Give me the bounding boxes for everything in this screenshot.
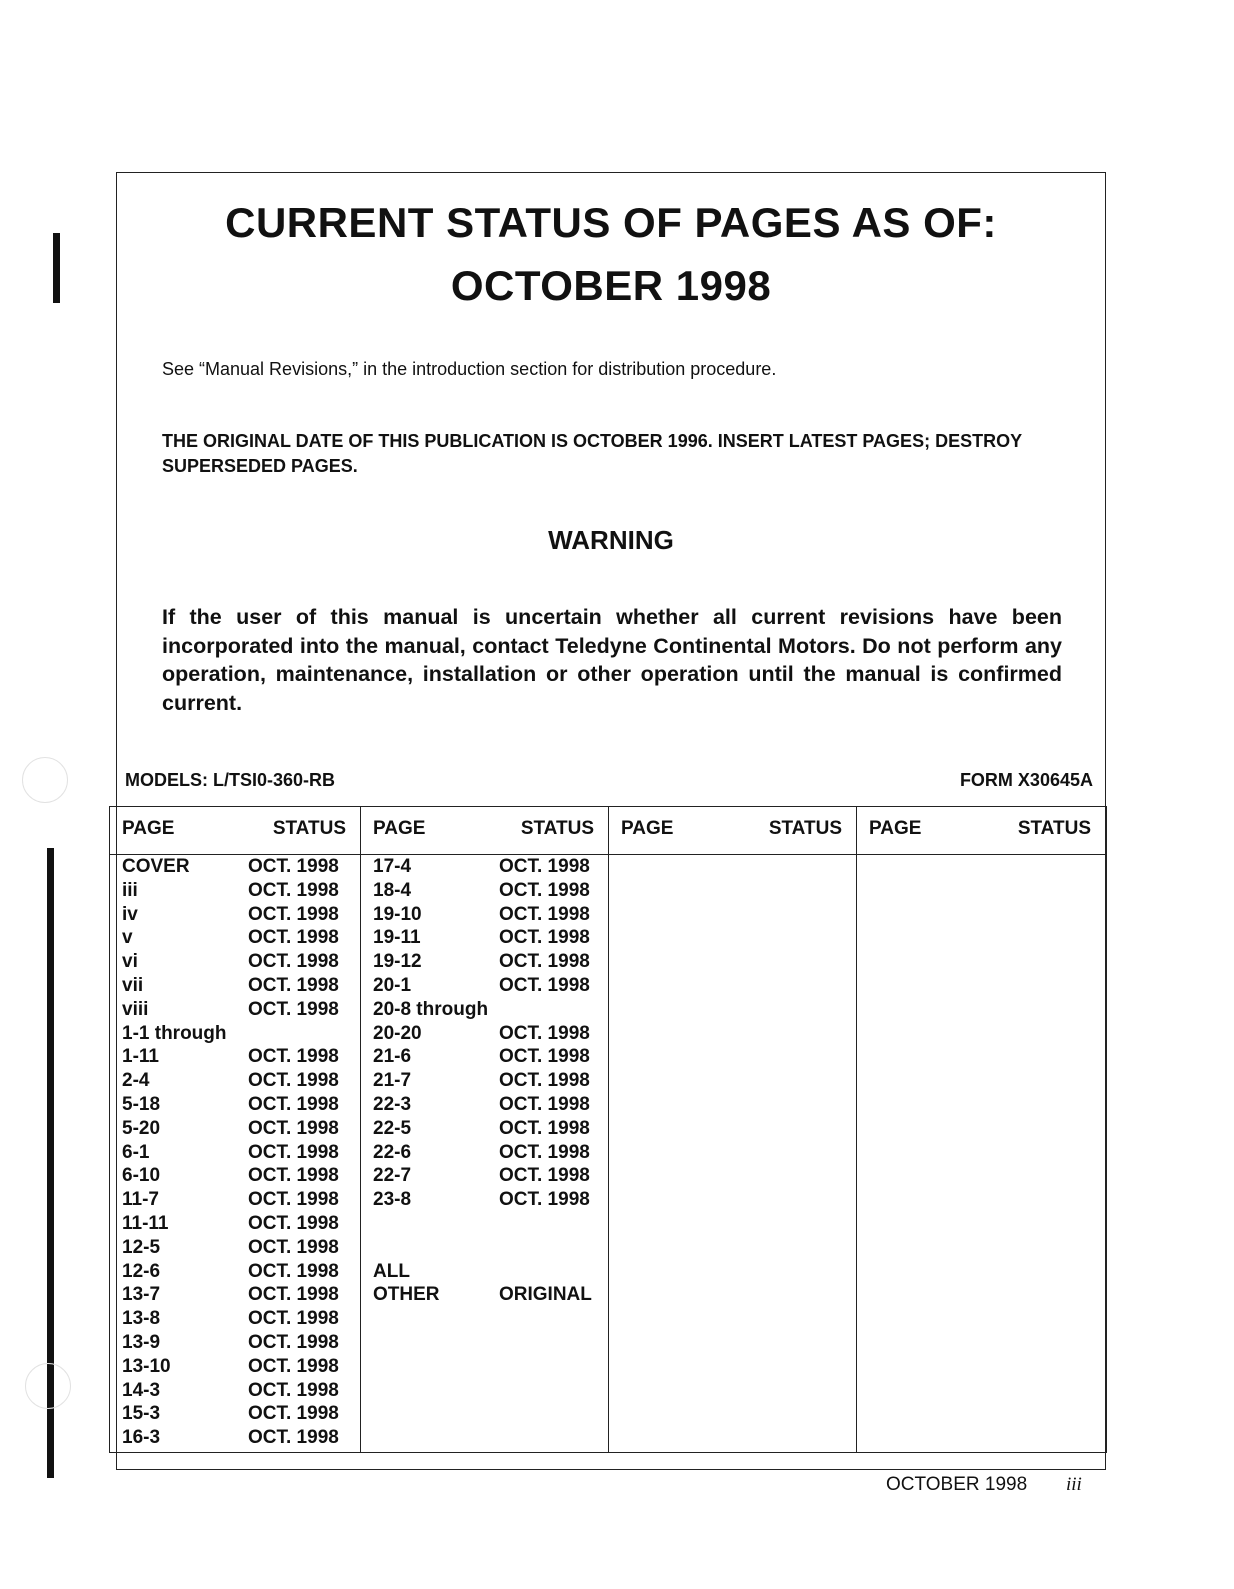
table-row bbox=[110, 903, 360, 927]
row-status: OCT. 1998 bbox=[248, 1260, 339, 1282]
row-page: 5-18 bbox=[122, 1093, 161, 1115]
table-row bbox=[110, 1236, 360, 1260]
table-header bbox=[110, 807, 360, 855]
row-status: OCT. 1998 bbox=[499, 1165, 590, 1187]
table-row bbox=[361, 1069, 608, 1093]
row-page: 13-9 bbox=[122, 1331, 161, 1353]
table-row bbox=[110, 1164, 360, 1188]
warning-text: If the user of this manual is uncertain whether all current revisions have been incorporated into the manual, contact Teledyne Continental Motors. Do not perform any operation, maintenance, installation or other operation until the manual is confirmed current. bbox=[162, 605, 1062, 715]
row-status: OCT. 1998 bbox=[499, 1046, 590, 1068]
table-row bbox=[110, 1045, 360, 1069]
row-status: OCT. 1998 bbox=[248, 1165, 339, 1187]
table-row bbox=[110, 879, 360, 903]
header-page: PAGE bbox=[869, 818, 922, 839]
table-row bbox=[361, 1093, 608, 1117]
table-row bbox=[110, 998, 360, 1022]
row-page: 6-1 bbox=[122, 1141, 150, 1163]
row-status: OCT. 1998 bbox=[499, 974, 590, 996]
row-status: OCT. 1998 bbox=[248, 927, 339, 949]
row-status: OCT. 1998 bbox=[499, 1093, 590, 1115]
row-status: OCT. 1998 bbox=[248, 1236, 339, 1258]
row-status: OCT. 1998 bbox=[499, 903, 590, 925]
row-status: OCT. 1998 bbox=[499, 1117, 590, 1139]
table-row bbox=[110, 1212, 360, 1236]
page-title: CURRENT STATUS OF PAGES AS OF: bbox=[225, 199, 997, 246]
table-row bbox=[110, 1093, 360, 1117]
table-row bbox=[361, 1164, 608, 1188]
row-page: 19-10 bbox=[373, 903, 422, 925]
row-status: OCT. 1998 bbox=[248, 1331, 339, 1353]
table-row bbox=[110, 1331, 360, 1355]
row-page: vii bbox=[122, 974, 144, 996]
models-label: MODELS: L/TSI0-360-RB bbox=[125, 770, 336, 790]
row-status: OCT. 1998 bbox=[499, 856, 590, 877]
row-status: OCT. 1998 bbox=[248, 951, 339, 973]
table-header bbox=[609, 807, 856, 855]
page-status-table bbox=[109, 806, 1107, 1453]
table-row bbox=[361, 879, 608, 903]
row-status: OCT. 1998 bbox=[499, 1022, 590, 1044]
row-status: OCT. 1998 bbox=[248, 1284, 339, 1306]
table-row bbox=[361, 926, 608, 950]
row-page: 22-3 bbox=[373, 1093, 412, 1115]
row-page: 22-6 bbox=[373, 1141, 412, 1163]
row-page: 17-4 bbox=[373, 856, 412, 877]
table-row bbox=[110, 1141, 360, 1165]
row-page: 11-7 bbox=[122, 1189, 159, 1211]
row-page: 20-20 bbox=[373, 1022, 422, 1044]
table-row bbox=[361, 998, 608, 1022]
table-row bbox=[110, 1355, 360, 1379]
row-status: OCT. 1998 bbox=[248, 1403, 339, 1425]
table-column-3 bbox=[609, 807, 857, 1452]
table-row bbox=[110, 1260, 360, 1284]
row-page: 2-4 bbox=[122, 1070, 150, 1092]
row-status: OCT. 1998 bbox=[499, 1189, 590, 1211]
row-page: 13-10 bbox=[122, 1355, 171, 1377]
row-status: OCT. 1998 bbox=[248, 1070, 339, 1092]
table-column-2 bbox=[361, 807, 609, 1452]
table-header bbox=[361, 807, 608, 855]
row-status: OCT. 1998 bbox=[248, 1379, 339, 1401]
row-page: 1-11 bbox=[122, 1046, 159, 1068]
row-page: 20-8 through bbox=[373, 998, 489, 1020]
row-page: 16-3 bbox=[122, 1427, 161, 1449]
table-row bbox=[361, 1236, 608, 1260]
table-row bbox=[361, 1188, 608, 1212]
row-page: 1-1 through bbox=[122, 1022, 227, 1044]
row-page: 14-3 bbox=[122, 1379, 161, 1401]
table-row bbox=[110, 1426, 360, 1450]
row-status: OCT. 1998 bbox=[248, 1308, 339, 1330]
table-row bbox=[361, 1045, 608, 1069]
row-page: 19-11 bbox=[373, 927, 421, 949]
table-row bbox=[361, 1117, 608, 1141]
header-status: STATUS bbox=[1017, 818, 1091, 839]
row-status: OCT. 1998 bbox=[248, 1212, 339, 1234]
row-page: 18-4 bbox=[373, 879, 412, 901]
row-status: OCT. 1998 bbox=[248, 1355, 339, 1377]
header-status: STATUS bbox=[272, 818, 346, 839]
table-header bbox=[857, 807, 1105, 855]
table-row bbox=[361, 1283, 608, 1307]
table-row bbox=[110, 1402, 360, 1426]
table-row bbox=[361, 1141, 608, 1165]
row-status: OCT. 1998 bbox=[248, 974, 339, 996]
row-page: COVER bbox=[122, 856, 190, 877]
table-rows bbox=[110, 855, 360, 1450]
original-date-notice: THE ORIGINAL DATE OF THIS PUBLICATION IS OCTOBER 1996. INSERT LATEST PAGES; DESTROY SUPERSEDED PAGES. bbox=[162, 431, 1022, 476]
row-page: 11-11 bbox=[122, 1212, 169, 1234]
table-rows bbox=[361, 855, 608, 1307]
table-row bbox=[110, 1307, 360, 1331]
row-status: OCT. 1998 bbox=[248, 998, 339, 1020]
row-page: 13-8 bbox=[122, 1308, 161, 1330]
row-status: OCT. 1998 bbox=[248, 879, 339, 901]
row-status: OCT. 1998 bbox=[248, 1141, 339, 1163]
table-column-4 bbox=[857, 807, 1105, 1452]
row-status: OCT. 1998 bbox=[499, 1141, 590, 1163]
table-row bbox=[110, 855, 360, 879]
form-number: FORM X30645A bbox=[959, 770, 1093, 790]
footer-date: OCTOBER 1998 bbox=[886, 1474, 1028, 1495]
row-page: viii bbox=[122, 998, 149, 1020]
row-status: OCT. 1998 bbox=[499, 879, 590, 901]
header-status: STATUS bbox=[768, 818, 842, 839]
page-title-date: OCTOBER 1998 bbox=[450, 262, 772, 309]
header-page: PAGE bbox=[122, 818, 175, 839]
table-column-1 bbox=[110, 807, 361, 1452]
header-page: PAGE bbox=[621, 818, 674, 839]
row-status: OCT. 1998 bbox=[248, 1189, 339, 1211]
table-row bbox=[110, 1022, 360, 1046]
table-row bbox=[361, 974, 608, 998]
row-page: 5-20 bbox=[122, 1117, 161, 1139]
table-row bbox=[110, 1283, 360, 1307]
row-status: OCT. 1998 bbox=[248, 1093, 339, 1115]
table-row bbox=[110, 1117, 360, 1141]
status-page-frame bbox=[116, 172, 1106, 1470]
table-row bbox=[361, 855, 608, 879]
row-status: OCT. 1998 bbox=[248, 856, 339, 877]
row-status: OCT. 1998 bbox=[248, 1117, 339, 1139]
row-page: vi bbox=[122, 951, 138, 973]
row-page: 12-6 bbox=[122, 1260, 161, 1282]
row-page: 19-12 bbox=[373, 951, 422, 973]
row-status: OCT. 1998 bbox=[499, 927, 590, 949]
row-page: 6-10 bbox=[122, 1165, 161, 1187]
table-row bbox=[110, 1379, 360, 1403]
row-page: 20-1 bbox=[373, 974, 412, 996]
row-status: OCT. 1998 bbox=[499, 951, 590, 973]
row-page: 21-7 bbox=[373, 1070, 412, 1092]
row-page: v bbox=[122, 927, 133, 949]
distribution-note: See “Manual Revisions,” in the introduction section for distribution procedure. bbox=[162, 359, 777, 379]
table-row bbox=[110, 974, 360, 998]
row-status: OCT. 1998 bbox=[499, 1070, 590, 1092]
table-row bbox=[361, 950, 608, 974]
row-page: iii bbox=[122, 879, 138, 901]
punch-hole bbox=[22, 757, 68, 803]
header-page: PAGE bbox=[373, 818, 426, 839]
table-row bbox=[361, 1212, 608, 1236]
header-status: STATUS bbox=[520, 818, 594, 839]
row-page: 15-3 bbox=[122, 1403, 161, 1425]
table-row bbox=[110, 1188, 360, 1212]
row-status: OCT. 1998 bbox=[248, 1046, 339, 1068]
row-page: 12-5 bbox=[122, 1236, 161, 1258]
row-page: 21-6 bbox=[373, 1046, 412, 1068]
table-row bbox=[361, 1022, 608, 1046]
table-row bbox=[110, 1069, 360, 1093]
table-row bbox=[361, 1260, 608, 1284]
row-page: 22-7 bbox=[373, 1165, 412, 1187]
row-page: iv bbox=[122, 903, 138, 925]
row-page: 22-5 bbox=[373, 1117, 412, 1139]
row-page: ALL bbox=[373, 1260, 410, 1282]
warning-heading: WARNING bbox=[548, 525, 674, 555]
row-status: ORIGINAL bbox=[499, 1284, 592, 1306]
table-row bbox=[110, 926, 360, 950]
table-row bbox=[110, 950, 360, 974]
punch-hole bbox=[25, 1363, 71, 1409]
row-page: 13-7 bbox=[122, 1284, 161, 1306]
row-status: OCT. 1998 bbox=[248, 903, 339, 925]
row-status: OCT. 1998 bbox=[248, 1427, 339, 1449]
row-page: 23-8 bbox=[373, 1189, 412, 1211]
change-bar bbox=[53, 233, 60, 303]
table-row bbox=[361, 903, 608, 927]
footer-page-number: iii bbox=[1066, 1474, 1082, 1495]
row-page: OTHER bbox=[373, 1284, 440, 1306]
